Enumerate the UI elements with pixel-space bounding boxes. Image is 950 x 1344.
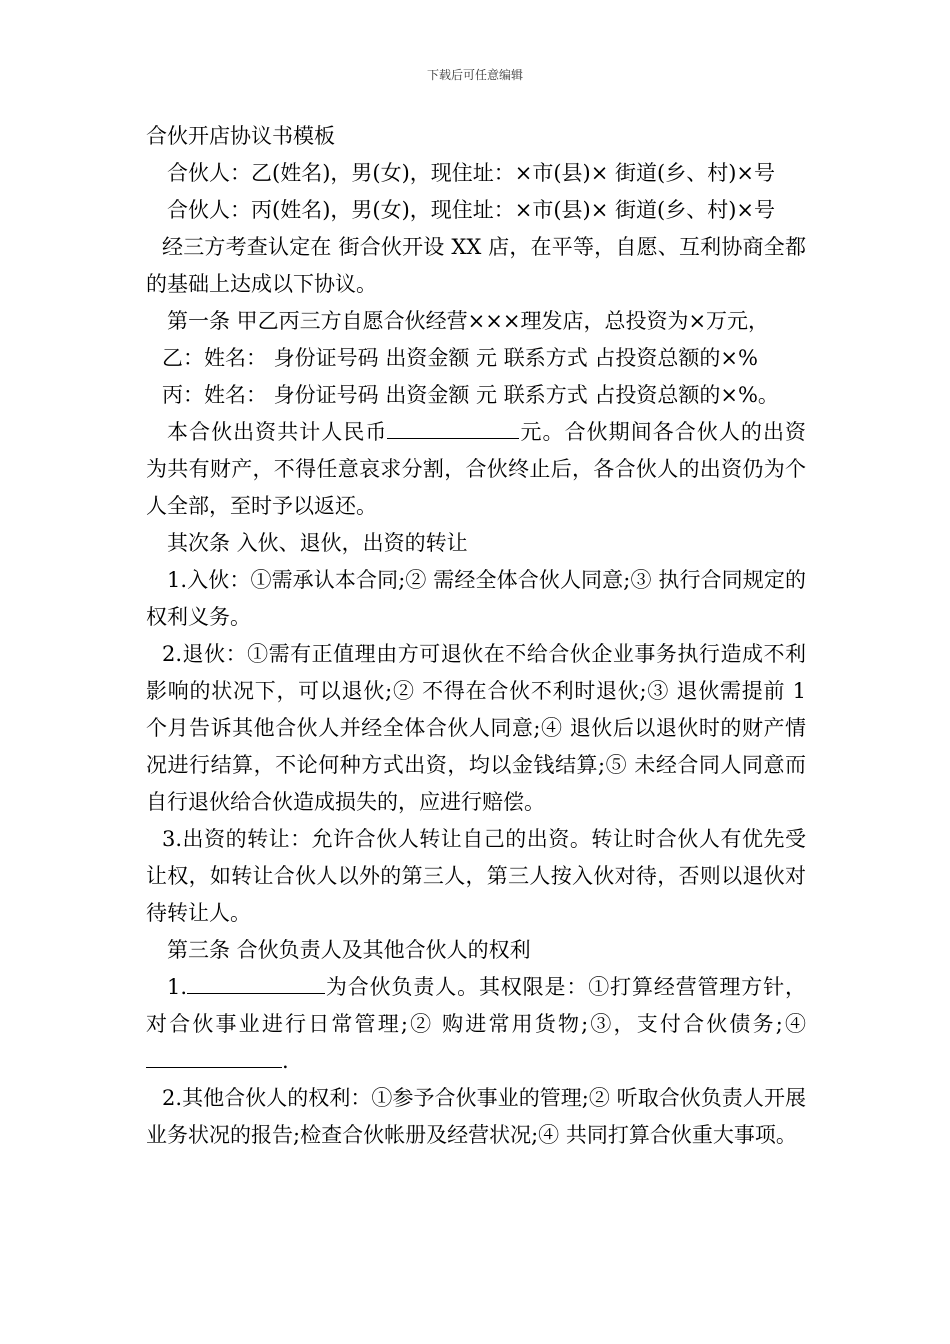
intro-paragraph: 经三方考查认定在 街合伙开设 XX 店，在平等，自愿、互利协商全都的基础上达成以下协议。: [146, 235, 806, 296]
art3-item-end: .: [282, 1049, 289, 1073]
responsible-name-blank: [187, 992, 325, 994]
article-2-transfer: 3.出资的转让：允许合伙人转让自己的出资。转让时合伙人有优先受让权，如转让合伙人以外的第三人，第三人按入伙对待，否则以退伙对待转让人。: [146, 827, 806, 925]
article-1-title: 第一条 甲乙丙三方自愿合伙经营×××理发店，总投资为×万元，: [167, 309, 770, 333]
capital-text-start: 本合伙出资共计人民币: [167, 420, 388, 444]
capital-amount-blank: [387, 437, 519, 439]
art3-item-number: 1.: [167, 975, 188, 999]
partner-b-line: 合伙人：乙(姓名)，男(女)，现住址：×市(县)× 街道(乡、村)×号: [167, 161, 776, 185]
article-1-partner-c: 丙：姓名： 身份证号码 出资金额 元 联系方式 占投资总额的×%。: [162, 383, 779, 407]
article-1-partner-b: 乙：姓名： 身份证号码 出资金额 元 联系方式 占投资总额的×%: [162, 346, 758, 370]
article-3-title: 第三条 合伙负责人及其他合伙人的权利: [167, 938, 531, 962]
agreement-body: [146, 118, 806, 1154]
art3-item-text: 为合伙负责人。其权限是：①打算经营管理方针，对合伙事业进行日常管理;② 购进常用货物;③，支付合伙债务;④: [146, 975, 806, 1036]
article-2-joining: 1.入伙：①需承认本合同;② 需经全体合伙人同意;③ 执行合同规定的权利义务。: [146, 568, 806, 629]
article-3-responsible: [146, 969, 806, 1080]
capital-text-end: 元。合伙期间各合伙人的出资 为共有财产，不得任意哀求分割，合伙终止后，各合伙人的出资仍为个人全部，至时予以返还。: [146, 420, 807, 518]
page-header-note: 下载后可任意编辑: [426, 68, 523, 82]
article-3-other-rights: 2.其他合伙人的权利：①参予合伙事业的管理;② 听取合伙负责人开展业务状况的报告;检查合伙帐册及经营状况;④ 共同打算合伙重大事项。: [146, 1086, 806, 1147]
authority-4-blank: [146, 1066, 282, 1068]
document-title: 合伙开店协议书模板: [146, 124, 335, 148]
article-1-capital-paragraph: [146, 414, 806, 525]
partner-c-line: 合伙人：丙(姓名)，男(女)，现住址：×市(县)× 街道(乡、村)×号: [167, 198, 776, 222]
article-2-title: 其次条 入伙、退伙，出资的转让: [167, 531, 468, 555]
article-2-withdrawal: 2.退伙：①需有正值理由方可退伙在不给合伙企业事务执行造成不利影响的状况下，可以退伙;② 不得在合伙不利时退伙;③ 退伙需提前 1 个月告诉其他合伙人并经全体合伙人同意;④ 退伙后以退伙时的财产情况进行结算，不论何种方式出资，均以金钱结算;⑤ 未经合同人同意而自行退伙给合伙造成损失的，应进行赔偿。: [146, 642, 806, 814]
